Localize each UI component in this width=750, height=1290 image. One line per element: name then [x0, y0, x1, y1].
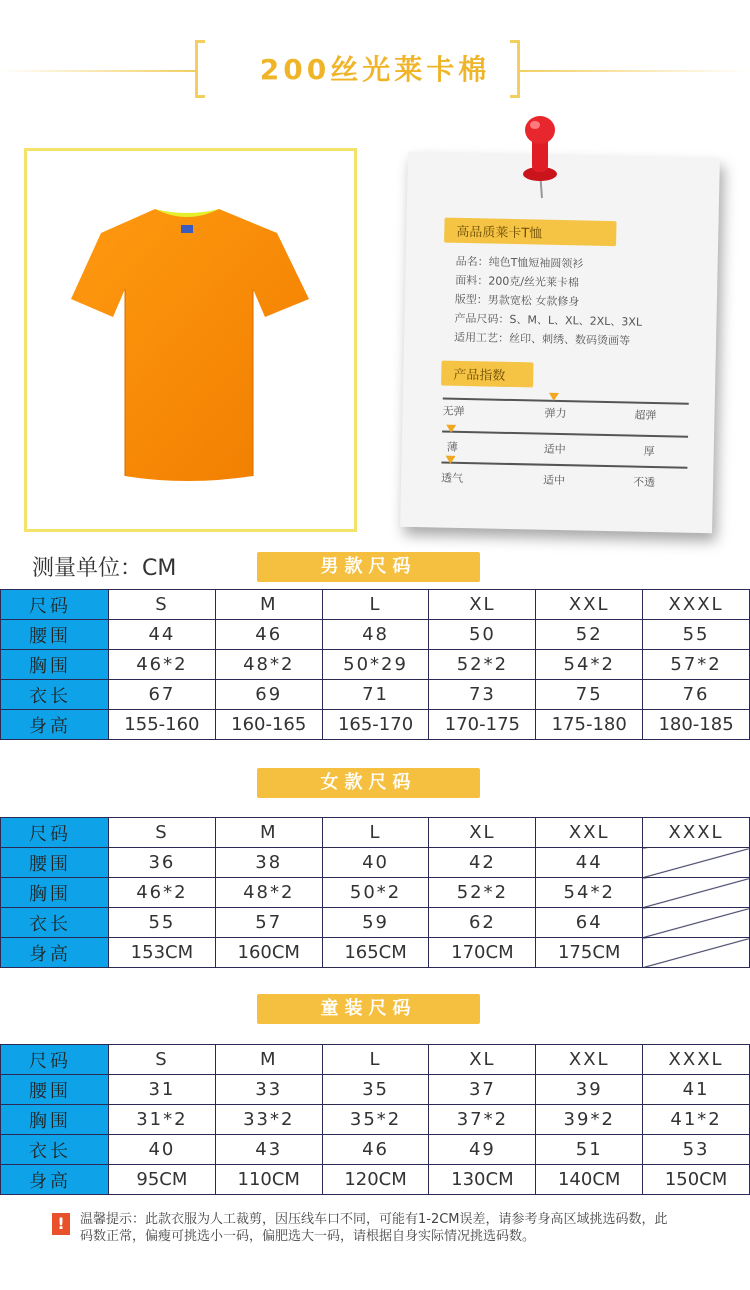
- table-cell: 46: [322, 1135, 429, 1165]
- table-cell: 40: [322, 848, 429, 878]
- table-cell: 64: [536, 908, 643, 938]
- table-cell: 165-170: [322, 710, 429, 740]
- table-cell: 73: [429, 680, 536, 710]
- product-image-frame: [24, 148, 357, 532]
- table-cell: 52: [536, 620, 643, 650]
- table-cell: 57*2: [643, 650, 750, 680]
- table-cell: 41: [643, 1075, 750, 1105]
- table-cell: 33*2: [215, 1105, 322, 1135]
- breath-right-label: 不透: [632, 475, 656, 490]
- row-header-height: 身高: [1, 710, 109, 740]
- table-cell: 42: [429, 848, 536, 878]
- table-cell: 50: [429, 620, 536, 650]
- table-row: [1, 1135, 750, 1165]
- table-cell: 35: [322, 1075, 429, 1105]
- table-cell: M: [215, 1045, 322, 1075]
- header-line-right: [520, 70, 750, 72]
- index-tag: 产品指数: [441, 361, 534, 388]
- table-cell: 62: [429, 908, 536, 938]
- table-cell: 175-180: [536, 710, 643, 740]
- table-row: [1, 710, 750, 740]
- table-row: [1, 908, 750, 938]
- spec-line: 品名：纯色T恤短袖圆领衫: [455, 254, 584, 271]
- table-row: [1, 848, 750, 878]
- table-cell: 39: [536, 1075, 643, 1105]
- table-cell: 75: [536, 680, 643, 710]
- row-header-waist: 腰围: [1, 1075, 109, 1105]
- table-cell: 150CM: [643, 1165, 750, 1195]
- row-header-waist: 腰围: [1, 848, 109, 878]
- table-cell: 153CM: [109, 938, 216, 968]
- row-header-length: 衣长: [1, 1135, 109, 1165]
- table-cell: 175CM: [536, 938, 643, 968]
- table-cell: XXXL: [643, 590, 750, 620]
- table-cell: 44: [536, 848, 643, 878]
- table-cell: 110CM: [215, 1165, 322, 1195]
- table-row: [1, 650, 750, 680]
- table-row: [1, 1165, 750, 1195]
- women-size-table: [0, 817, 750, 968]
- push-pin-icon: [510, 112, 570, 202]
- spec-line: 适用工艺：丝印、刺绣、数码烫画等: [453, 330, 631, 348]
- table-cell: 155-160: [109, 710, 216, 740]
- table-cell: L: [322, 1045, 429, 1075]
- page-title: 200丝光莱卡棉: [259, 53, 491, 86]
- spec-line: 产品尺码：S、M、L、XL、2XL、3XL: [454, 311, 643, 329]
- table-cell: 170CM: [429, 938, 536, 968]
- elastic-mid-label: 弹力: [544, 406, 567, 421]
- table-cell: 95CM: [109, 1165, 216, 1195]
- row-header-chest: 胸围: [1, 878, 109, 908]
- table-cell: 52*2: [429, 878, 536, 908]
- thickness-right-label: 厚: [643, 444, 655, 459]
- table-cell: 50*29: [322, 650, 429, 680]
- thickness-left-label: 薄: [446, 440, 458, 454]
- table-cell: 57: [215, 908, 322, 938]
- table-cell: 54*2: [536, 650, 643, 680]
- table-cell: 36: [109, 848, 216, 878]
- women-size-banner: 女款尺码: [257, 768, 480, 798]
- table-cell: 38: [215, 848, 322, 878]
- table-cell: XXL: [536, 1045, 643, 1075]
- size-tip-text: 温馨提示：此款衣服为人工裁剪，因压线车口不同，可能有1-2CM误差，请参考身高区域挑选码数，此码数正常，偏瘦可挑选小一码，偏肥选大一码，请根据自身实际情况挑选码数。: [80, 1212, 668, 1244]
- breath-scale-bar: [441, 462, 687, 469]
- spec-line: 面料：200克/丝光莱卡棉: [455, 273, 580, 290]
- thickness-scale-bar: [442, 431, 688, 438]
- table-row: [1, 1045, 750, 1075]
- table-cell: 51: [536, 1135, 643, 1165]
- row-header-length: 衣长: [1, 680, 109, 710]
- table-cell: 37*2: [429, 1105, 536, 1135]
- table-row: [1, 878, 750, 908]
- table-cell: 31: [109, 1075, 216, 1105]
- table-cell: 140CM: [536, 1165, 643, 1195]
- header-line-left: [0, 70, 195, 72]
- thickness-mid-label: 适中: [543, 442, 566, 457]
- table-cell: 43: [215, 1135, 322, 1165]
- spec-line: 版型：男款宽松 女款修身: [454, 292, 580, 309]
- elastic-marker: [549, 393, 559, 401]
- table-cell: 53: [643, 1135, 750, 1165]
- men-size-banner: 男款尺码: [257, 552, 480, 582]
- table-cell: S: [109, 818, 216, 848]
- table-cell: 170-175: [429, 710, 536, 740]
- table-cell: XXXL: [643, 1045, 750, 1075]
- table-row: [1, 620, 750, 650]
- table-cell: 40: [109, 1135, 216, 1165]
- table-cell: XL: [429, 590, 536, 620]
- table-cell: 49: [429, 1135, 536, 1165]
- row-header-size: 尺码: [1, 1045, 109, 1075]
- table-cell: 67: [109, 680, 216, 710]
- table-cell: M: [215, 590, 322, 620]
- empty-cell: [643, 938, 750, 968]
- table-cell: 33: [215, 1075, 322, 1105]
- row-header-waist: 腰围: [1, 620, 109, 650]
- table-cell: 160-165: [215, 710, 322, 740]
- table-cell: L: [322, 818, 429, 848]
- product-info-card: [400, 152, 720, 533]
- header-bracket-left: [195, 40, 205, 98]
- thickness-marker: [446, 425, 456, 433]
- kids-size-banner: 童装尺码: [257, 994, 480, 1024]
- table-cell: 48*2: [215, 878, 322, 908]
- breath-left-label: 透气: [440, 471, 464, 485]
- table-cell: XXL: [536, 818, 643, 848]
- table-cell: 165CM: [322, 938, 429, 968]
- table-cell: XL: [429, 818, 536, 848]
- table-cell: 31*2: [109, 1105, 216, 1135]
- table-cell: 54*2: [536, 878, 643, 908]
- table-cell: 44: [109, 620, 216, 650]
- table-cell: S: [109, 590, 216, 620]
- elastic-scale-bar: [443, 398, 689, 405]
- empty-cell: [643, 878, 750, 908]
- row-header-size: 尺码: [1, 590, 109, 620]
- measurement-unit-label: 测量单位：CM: [32, 556, 177, 581]
- breath-marker: [445, 456, 455, 464]
- table-cell: 120CM: [322, 1165, 429, 1195]
- table-row: [1, 680, 750, 710]
- row-header-length: 衣长: [1, 908, 109, 938]
- table-cell: 71: [322, 680, 429, 710]
- table-cell: 130CM: [429, 1165, 536, 1195]
- elastic-left-label: 无弹: [442, 404, 465, 419]
- table-cell: 55: [109, 908, 216, 938]
- table-row: [1, 818, 750, 848]
- table-cell: 48*2: [215, 650, 322, 680]
- table-cell: 41*2: [643, 1105, 750, 1135]
- table-cell: 55: [643, 620, 750, 650]
- table-cell: 180-185: [643, 710, 750, 740]
- table-cell: 160CM: [215, 938, 322, 968]
- kids-size-table: [0, 1044, 750, 1195]
- row-header-chest: 胸围: [1, 650, 109, 680]
- table-row: [1, 1075, 750, 1105]
- table-cell: 46*2: [109, 878, 216, 908]
- table-cell: 59: [322, 908, 429, 938]
- table-cell: XL: [429, 1045, 536, 1075]
- elastic-right-label: 超弹: [634, 408, 657, 423]
- table-cell: 52*2: [429, 650, 536, 680]
- row-header-chest: 胸围: [1, 1105, 109, 1135]
- table-cell: 46: [215, 620, 322, 650]
- empty-cell: [643, 908, 750, 938]
- table-cell: XXXL: [643, 818, 750, 848]
- table-cell: 50*2: [322, 878, 429, 908]
- table-cell: XXL: [536, 590, 643, 620]
- table-row: [1, 590, 750, 620]
- table-cell: 46*2: [109, 650, 216, 680]
- row-header-size: 尺码: [1, 818, 109, 848]
- table-cell: 76: [643, 680, 750, 710]
- table-cell: S: [109, 1045, 216, 1075]
- quality-tag: 高品质莱卡T恤: [444, 218, 616, 247]
- header-bracket-right: [510, 40, 520, 98]
- breath-mid-label: 适中: [542, 473, 566, 488]
- table-cell: L: [322, 590, 429, 620]
- table-cell: 39*2: [536, 1105, 643, 1135]
- men-size-table: [0, 589, 750, 740]
- table-row: [1, 1105, 750, 1135]
- row-header-height: 身高: [1, 1165, 109, 1195]
- warning-icon: !: [52, 1213, 70, 1235]
- tshirt-icon: [27, 151, 354, 529]
- table-cell: 48: [322, 620, 429, 650]
- table-cell: M: [215, 818, 322, 848]
- row-header-height: 身高: [1, 938, 109, 968]
- table-cell: 35*2: [322, 1105, 429, 1135]
- table-row: [1, 938, 750, 968]
- empty-cell: [643, 848, 750, 878]
- table-cell: 37: [429, 1075, 536, 1105]
- table-cell: 69: [215, 680, 322, 710]
